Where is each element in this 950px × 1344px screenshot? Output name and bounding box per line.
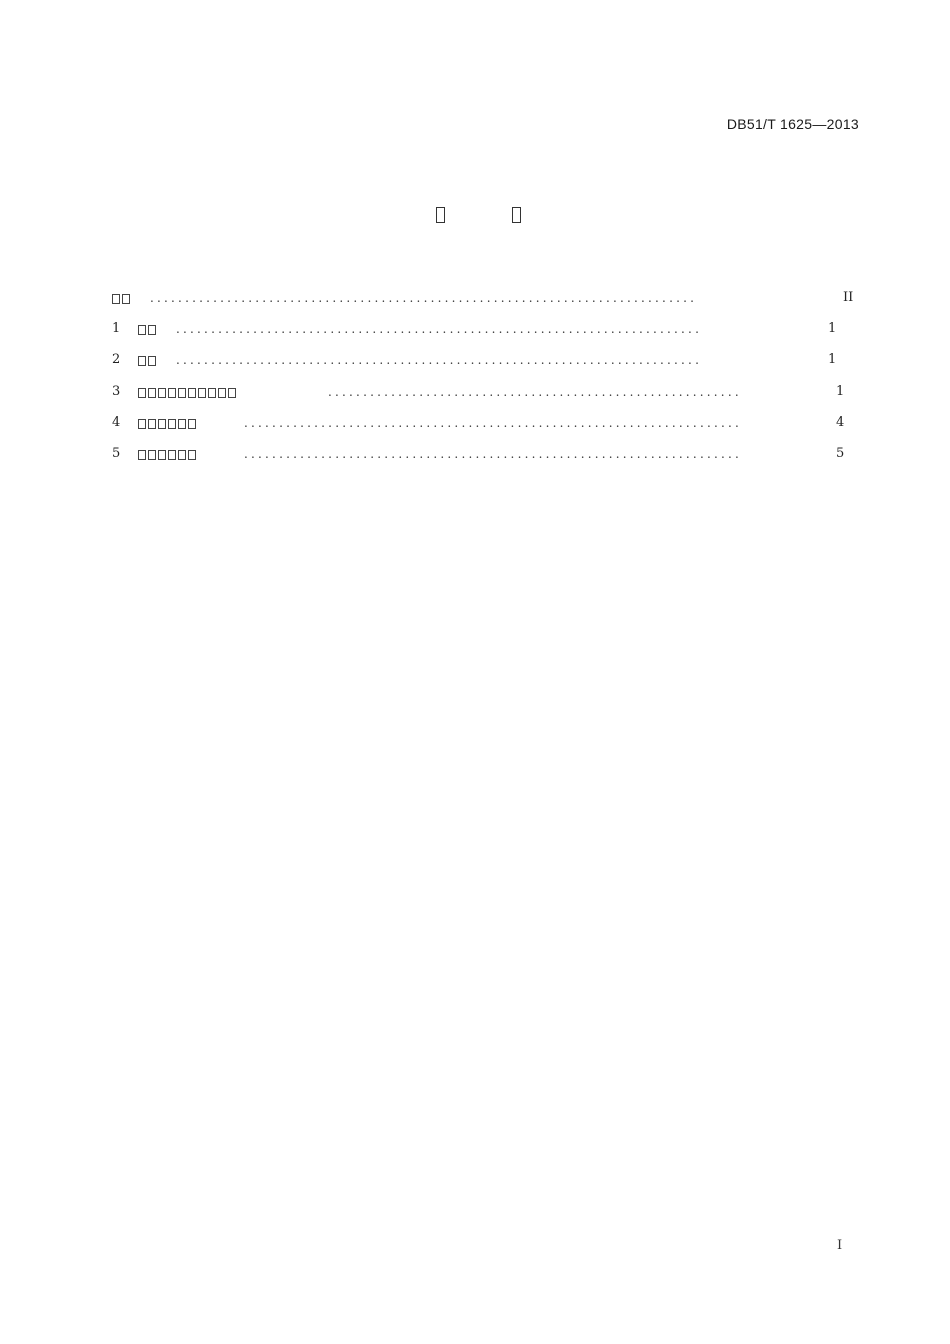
toc-entry-storage-requirements[interactable]: [0, 382, 950, 402]
label-glyph: [138, 450, 146, 460]
label-glyph: [178, 419, 186, 429]
toc-entry-page: 1: [836, 384, 845, 399]
toc-entry-label: [112, 294, 130, 304]
label-glyph: [158, 450, 166, 460]
label-glyph: [178, 388, 186, 398]
label-glyph: [218, 388, 226, 398]
label-glyph: [148, 419, 156, 429]
label-glyph: [158, 388, 166, 398]
label-glyph: [158, 419, 166, 429]
toc-dot-leader: .......................................................................: [244, 447, 743, 461]
toc-title: [0, 205, 950, 231]
toc-entry-scope[interactable]: [0, 319, 950, 339]
label-glyph: [228, 388, 236, 398]
toc-dot-leader: ...........................................................................: [176, 353, 703, 367]
toc-entry-number: 3: [112, 384, 121, 399]
label-glyph: [168, 419, 176, 429]
label-glyph: [188, 388, 196, 398]
toc-entry-label: [138, 356, 156, 366]
toc-entry-terms[interactable]: [0, 350, 950, 370]
label-glyph: [138, 325, 146, 335]
label-glyph: [138, 356, 146, 366]
toc-entry-page: 1: [828, 321, 837, 336]
label-glyph: [112, 294, 120, 304]
toc-entry-number: 2: [112, 352, 121, 367]
toc-title-glyph-2: [512, 207, 521, 223]
label-glyph: [168, 388, 176, 398]
toc-dot-leader: .......................................................................: [244, 416, 743, 430]
toc-entry-page: II: [843, 290, 854, 305]
label-glyph: [138, 388, 146, 398]
toc-entry-page: 4: [836, 415, 845, 430]
label-glyph: [198, 388, 206, 398]
label-glyph: [138, 419, 146, 429]
toc-entry-label: [138, 450, 196, 460]
toc-entry-number: 4: [112, 415, 121, 430]
toc-entry-page: 5: [836, 446, 845, 461]
toc-entry-label: [138, 325, 156, 335]
label-glyph: [168, 450, 176, 460]
label-glyph: [178, 450, 186, 460]
toc-title-glyph-1: [436, 207, 445, 223]
label-glyph: [148, 450, 156, 460]
document-code: DB51/T 1625—2013: [726, 116, 859, 132]
label-glyph: [148, 356, 156, 366]
label-glyph: [122, 294, 130, 304]
label-glyph: [188, 450, 196, 460]
toc-entry-label: [138, 419, 196, 429]
label-glyph: [188, 419, 196, 429]
label-glyph: [208, 388, 216, 398]
page-number: I: [837, 1238, 843, 1253]
toc-entry-foreword[interactable]: [0, 288, 950, 308]
toc-entry-outbound-inspection[interactable]: [0, 444, 950, 464]
label-glyph: [148, 325, 156, 335]
toc-dot-leader: ..............................................................................: [150, 291, 698, 305]
toc-entry-number: 1: [112, 321, 121, 336]
toc-dot-leader: ...........................................................: [328, 385, 742, 399]
label-glyph: [148, 388, 156, 398]
toc-entry-number: 5: [112, 446, 121, 461]
toc-dot-leader: ...........................................................................: [176, 322, 703, 336]
toc-entry-label: [138, 388, 236, 398]
toc-entry-page: 1: [828, 352, 837, 367]
toc-entry-storage-management[interactable]: [0, 413, 950, 433]
